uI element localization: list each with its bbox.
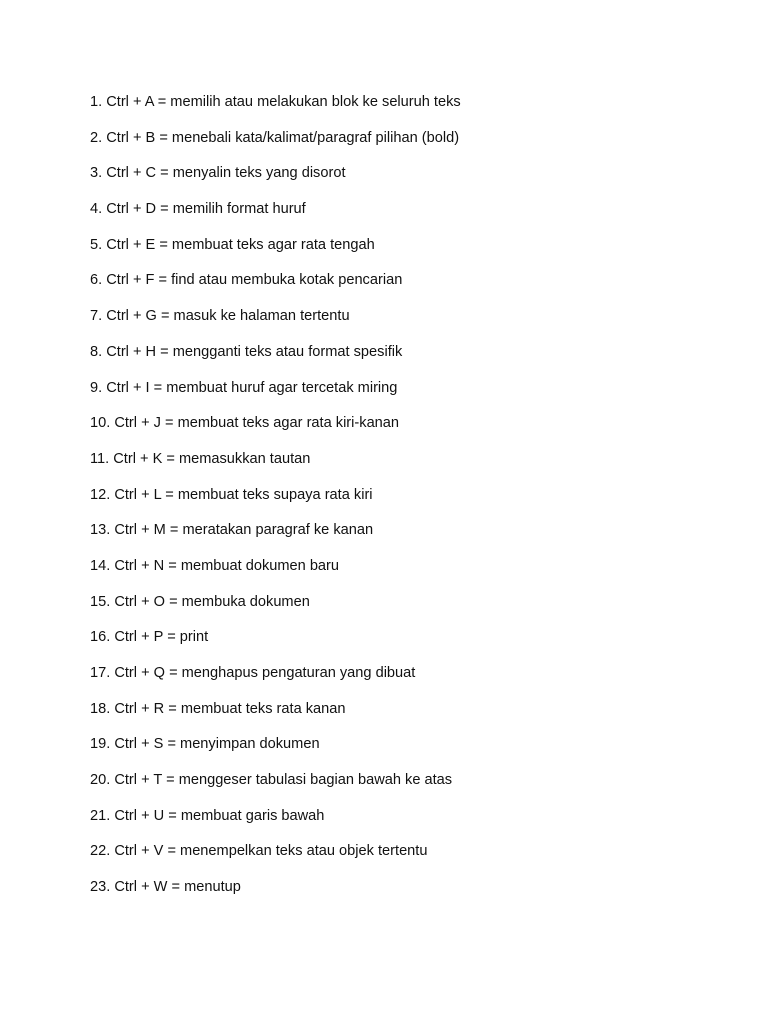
shortcut-list	[90, 91, 461, 912]
list-item: 8. Ctrl + H = mengganti teks atau format spesifik	[90, 343, 403, 360]
list-item: 6. Ctrl + F = find atau membuka kotak pencarian	[90, 272, 403, 289]
list-item: 7. Ctrl + G = masuk ke halaman tertentu	[90, 308, 350, 325]
list-item: 20. Ctrl + T = menggeser tabulasi bagian bawah ke atas	[90, 772, 453, 789]
list-item: 17. Ctrl + Q = menghapus pengaturan yang dibuat	[90, 665, 416, 681]
list-item: 3. Ctrl + C = menyalin teks yang disorot	[90, 165, 346, 182]
list-item: 23. Ctrl + W = menutup	[90, 879, 241, 896]
list-item: 5. Ctrl + E = membuat teks agar rata tengah	[90, 236, 375, 253]
list-item: 15. Ctrl + O = membuka dokumen	[90, 593, 310, 610]
list-item: 16. Ctrl + P = print	[90, 629, 209, 646]
list-item: 13. Ctrl + M = meratakan paragraf ke kanan	[90, 522, 374, 539]
list-item: 19. Ctrl + S = menyimpan dokumen	[90, 736, 320, 753]
list-item: 21. Ctrl + U = membuat garis bawah	[90, 807, 325, 824]
list-item: 10. Ctrl + J = membuat teks agar rata kiri-kanan	[90, 415, 400, 432]
list-item: 9. Ctrl + I = membuat huruf agar tercetak miring	[90, 379, 398, 396]
list-item: 22. Ctrl + V = menempelkan teks atau objek tertentu	[90, 843, 428, 860]
list-item: 12. Ctrl + L = membuat teks supaya rata kiri	[90, 486, 373, 503]
list-item: 1. Ctrl + A = memilih atau melakukan blok ke seluruh teks	[90, 94, 461, 110]
list-item: 18. Ctrl + R = membuat teks rata kanan	[90, 700, 346, 717]
list-item: 11. Ctrl + K = memasukkan tautan	[90, 450, 311, 467]
list-item: 2. Ctrl + B = menebali kata/kalimat/paragraf pilihan (bold)	[90, 129, 460, 146]
list-item: 14. Ctrl + N = membuat dokumen baru	[90, 557, 340, 574]
list-item: 4. Ctrl + D = memilih format huruf	[90, 201, 306, 218]
